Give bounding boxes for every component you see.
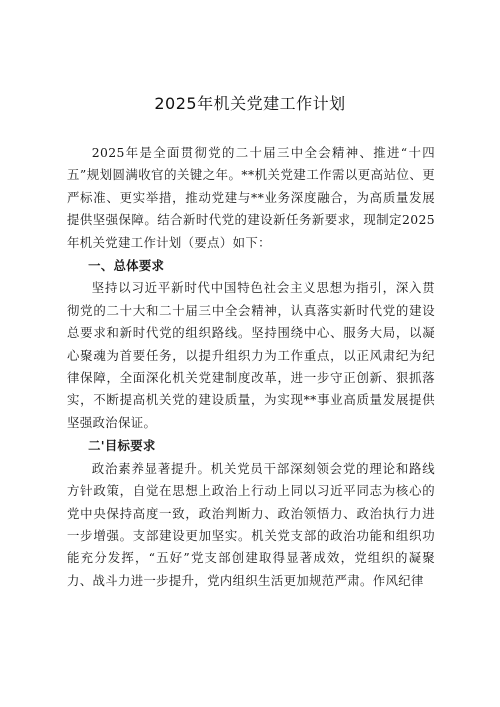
- section-paragraph-overall-requirements: 坚持以习近平新时代中国特色社会主义思想为指引，深入贯彻党的二十大和二十届三中全会精神，认真落实新时代党的建设总要求和新时代党的组织路线。坚持围绕中心、服务大局，以凝心聚魂为首要任务，以提升组织力为工作重点，以正风肃纪为纪律保障，全面深化机关党建制度改革，进一步守正创新、狠抓落实，不断提高机关党的建设质量，为实现**事业高质量发展提供坚强政治保证。: [67, 280, 435, 430]
- document-title: 2025年机关党建工作计划: [154, 94, 346, 113]
- section-heading-overall-requirements: 一、总体要求: [88, 258, 165, 274]
- intro-paragraph: 2025年是全面贯彻党的二十届三中全会精神、推进“十四五”规划圆满收官的关键之年。**机关党建工作需以更高站位、更严标准、更实举措，推动党建与**业务深度融合，为高质量发展提供坚强保障。结合新时代党的建设新任务新要求，现制定2025年机关党建工作计划（要点）如下：: [67, 145, 435, 250]
- document-body: [67, 142, 435, 592]
- section-heading-goals: 二'目标要求: [88, 438, 156, 454]
- section-paragraph-goals: 政治素养显著提升。机关党员干部深刻领会党的理论和路线方针政策，自觉在思想上政治上行动上同以习近平同志为核心的党中央保持高度一致，政治判断力、政治领悟力、政治执行力进一步增强。支部建设更加坚实。机关党支部的政治功能和组织功能充分发挥，“五好”党支部创建取得显著成效，党组织的凝聚力、战斗力进一步提升，党内组织生活更加规范严肃。作风纪律: [67, 460, 435, 588]
